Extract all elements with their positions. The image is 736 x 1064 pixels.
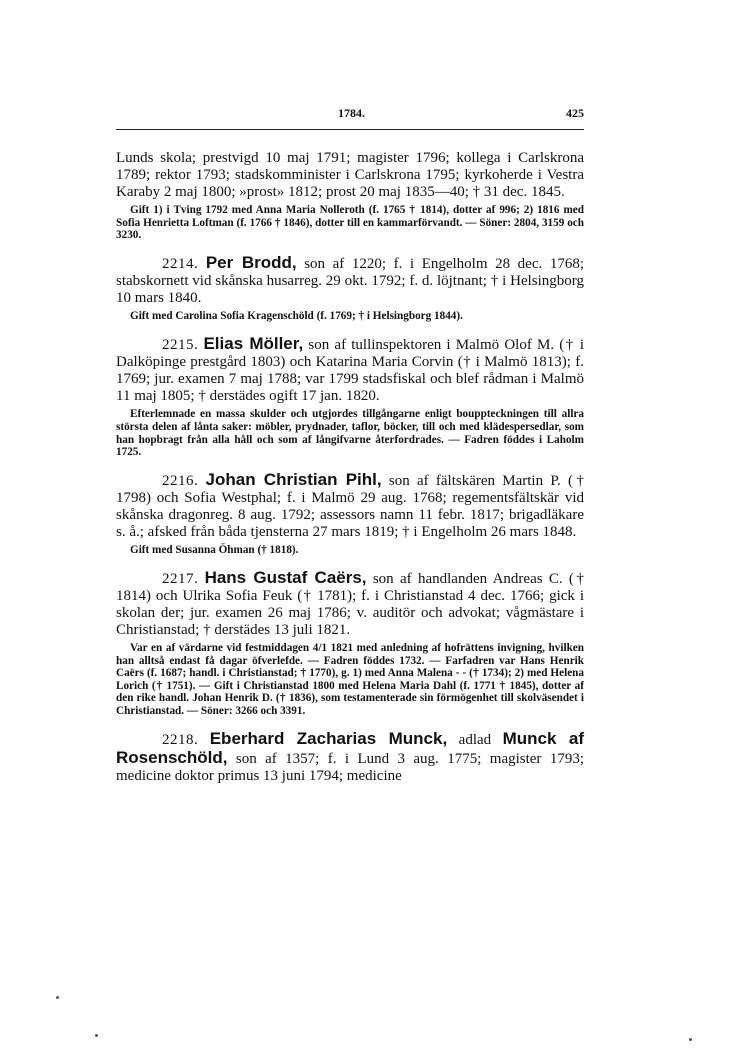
entry-number: 2217. (162, 570, 199, 587)
entry-2215 (116, 335, 584, 405)
entry-text: son af 1220; f. i Engelholm 28 dec. 1768; stabskornett vid skånska husarreg. 29 okt. 1792; f. d. löjtnant; † i Helsingborg 10 mars 1840. (116, 256, 585, 307)
entry-note: Gift 1) i Tving 1792 med Anna Maria Nolleroth (f. 1765 † 1814), dotter af 996; 2) 1816 med Sofia Henrietta Loftman (f. 1766 † 1846), dotter till en kammarförvandt. — Söner: 2804, 3159 och 3230. (116, 204, 584, 242)
entry-noble-name: Munck af Rosenschöld, (116, 728, 585, 767)
entry-text: son af handlanden Andreas C. († 1814) och Ulrika Sofia Feuk († 1781); f. i Christianstad 4 dec. 1766; gick i skolan der; jur. examen 26 maj 1786; v. auditör och advokat; vågmästare i Christianstad; † derstädes 13 juli 1821. (116, 570, 584, 638)
entry-number: 2218. (162, 731, 199, 748)
running-header (116, 104, 584, 122)
entry-2214 (116, 254, 584, 307)
entry-number: 2215. (162, 336, 199, 353)
entry-2216 (116, 471, 584, 541)
page-speck (95, 1034, 98, 1037)
header-rule (116, 129, 584, 130)
entry-note: Efterlemnade en massa skulder och utgjordes tillgångarne enligt bouppteckningen till allra största delen af lånta saker: möbler, prydnader, taflor, böcker, till och med klädespersedlar, som han hopbragt från alla håll och som af långifvarne återfordrades. — Fadren föddes i Laholm 1725. (116, 408, 584, 459)
entry-text-adlad: adlad (458, 731, 492, 748)
entry-text: son af fältskären Martin P. († 1798) och Sofia Westphal; f. i Malmö 29 aug. 1768; regementsfältskär vid skånska dragonreg. 8 aug. 1792; assessors namn 11 febr. 1817; brigadläkare s. å.; afsked från båda tjensterna 27 mars 1819; † i Engelholm 26 mars 1848. (116, 472, 585, 540)
entry-name: Eberhard Zacharias Munck, (209, 728, 448, 748)
entry-name: Johan Christian Pihl, (205, 469, 382, 489)
book-page (116, 104, 584, 785)
entry-text: son af 1357; f. i Lund 3 aug. 1775; magister 1793; medicine doktor primus 13 juni 1794; medicine (116, 750, 584, 784)
page-speck (56, 996, 59, 999)
entry-name: Per Brodd, (205, 253, 297, 273)
entry-number: 2216. (162, 472, 199, 489)
page-speck (689, 1038, 692, 1041)
entry-note: Var en af värdarne vid festmiddagen 4/1 1821 med anledning af hofrättens invigning, hvilken han alltså endast få dagar öfverlefde. — Fadren föddes 1732. — Farfadren var Hans Henrik Caërs (f. 1687; handl. i Christianstad; † 1770), g. 1) med Anna Malena - - († 1734); 2) med Helena Lorich († 1751). — Gift i Christianstad 1800 med Helena Maria Dahl (f. 1771 † 1845), dotter af den rike handl. Johan Henrik D. († 1836), som testamenterade sin förmögenhet till skolväsendet i Christianstad. — Söner: 3266 och 3391. (116, 642, 584, 717)
header-year: 1784. (338, 106, 365, 120)
page-number: 425 (566, 106, 584, 120)
entry-2218 (116, 730, 584, 785)
entry-name: Elias Möller, (203, 333, 304, 353)
entry-2217 (116, 569, 584, 639)
entry-2213-continuation (116, 150, 584, 201)
entry-text: son af tullinspektoren i Malmö Olof M. († i Dalköpinge prestgård 1803) och Katarina Maria Corvin († i Malmö 1813); f. 1769; jur. examen 7 maj 1788; var 1799 stadsfiskal och blef rådman i Malmö 11 maj 1805; † derstädes ogift 17 jan. 1820. (116, 336, 585, 405)
entry-text: Lunds skola; prestvigd 10 maj 1791; magister 1796; kollega i Carlskrona 1789; rektor 1793; stadskomminister i Carlskrona 1795; kyrkoherde i Vestra Karaby 2 maj 1800; »prost» 1812; prost 20 maj 1835—40; † 31 dec. 1845. (116, 150, 584, 201)
entry-note: Gift med Carolina Sofia Kragenschöld (f. 1769; † i Helsingborg 1844). (130, 310, 463, 323)
entry-name: Hans Gustaf Caërs, (204, 567, 367, 587)
entry-note: Gift med Susanna Öhman († 1818). (130, 544, 299, 557)
entry-number: 2214. (162, 256, 199, 273)
